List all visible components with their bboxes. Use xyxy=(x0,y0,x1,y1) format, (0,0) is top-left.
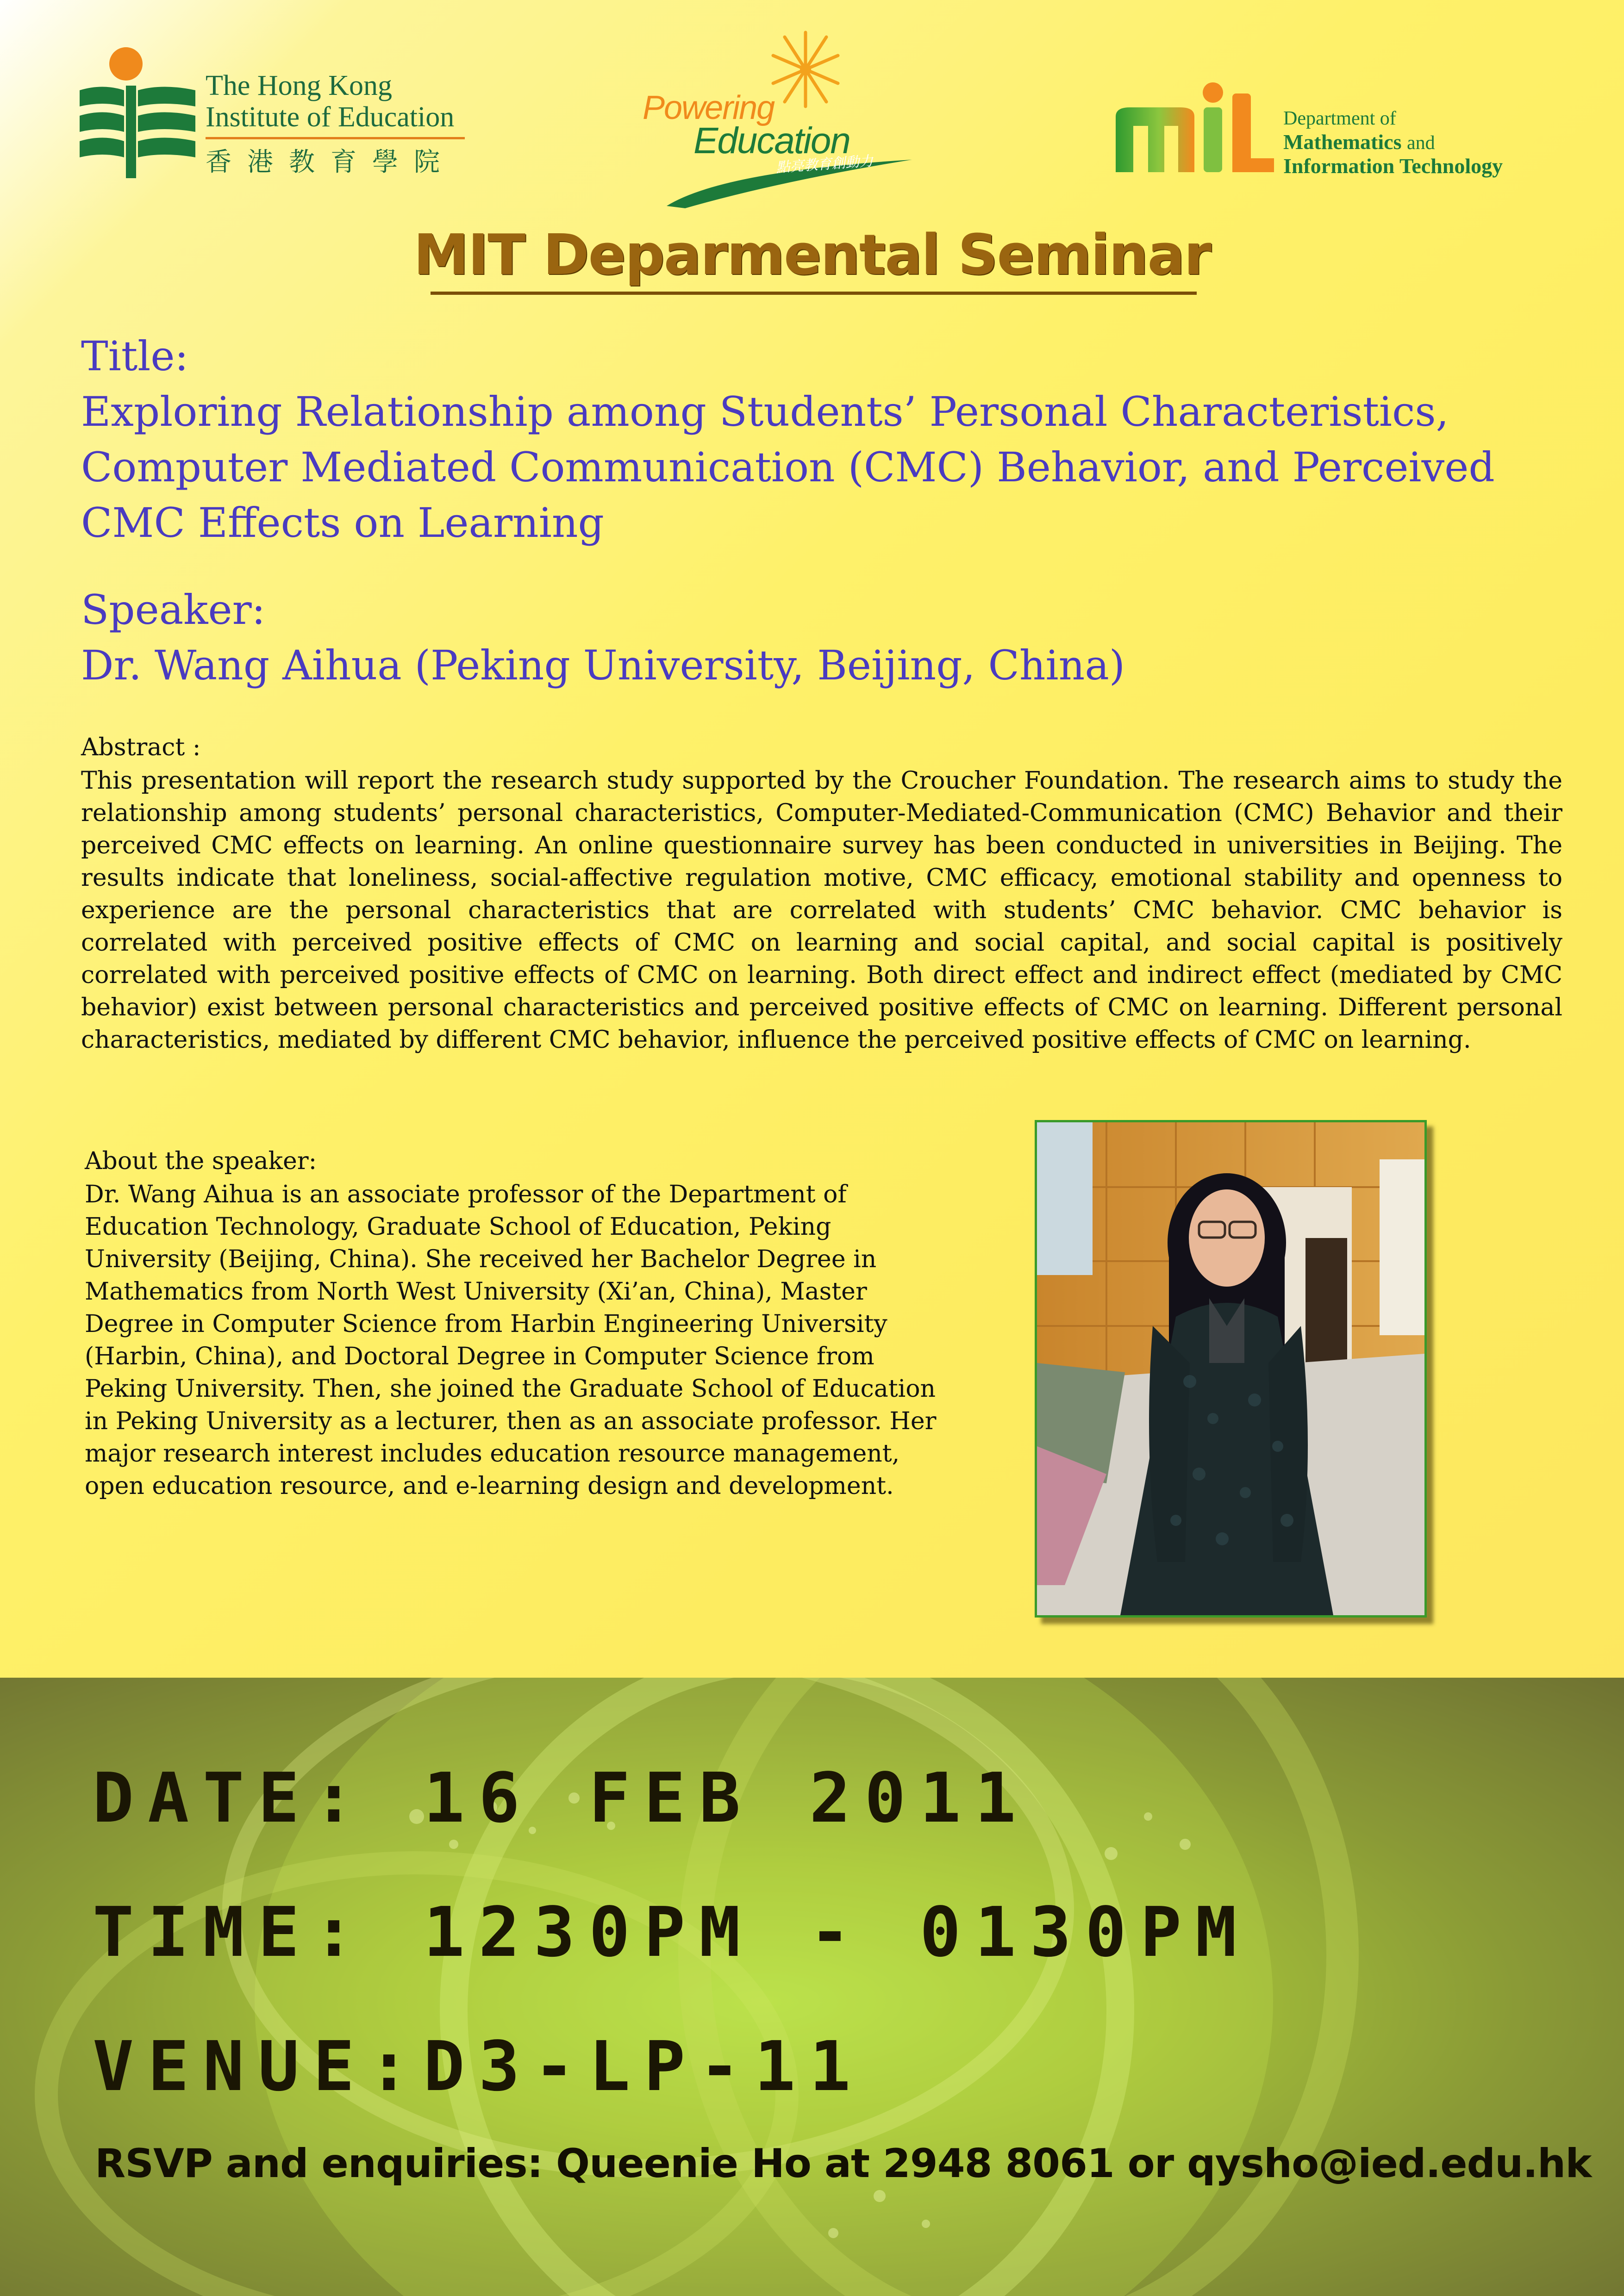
speaker-name: Dr. Wang Aihua (Peking University, Beijing, China) xyxy=(81,641,1125,689)
about-speaker-text: Dr. Wang Aihua is an associate professor of the Department of Education Technology, Graduate School of Education, Peking University (Beijing, China). She received her Bachelor Degree in Mathematics from North West University (Xi’an, China), Master Degree in Computer Science from Harbin Engineering University (Harbin, China), and Doctoral Degree in Computer Science from Peking University. Then, she joined the Graduate School of Education in Peking University as a lecturer, then as an associate professor. Her major research interest includes education resource management, open education resource, and e-learning design and development. xyxy=(85,1181,937,1500)
sparkle-star-icon xyxy=(764,28,847,111)
event-venue: VENUE:D3-LP-11 xyxy=(93,2027,865,2106)
speaker-photo-illustration xyxy=(1037,1122,1424,1615)
mit-dept-mathematics: Mathematics xyxy=(1283,130,1402,154)
mit-department-logo xyxy=(1111,80,1542,186)
event-details-panel xyxy=(0,1678,1624,2296)
mit-mark-icon xyxy=(1111,80,1278,181)
about-speaker-label: About the speaker: xyxy=(85,1147,317,1175)
powering-text: Powering xyxy=(643,89,775,126)
speaker-label: Speaker: xyxy=(81,586,266,634)
talk-title: Exploring Relationship among Students’ Personal Characteristics, Computer Mediated Communication (CMC) Behavior, and Perceived CMC Effects on Learning xyxy=(81,388,1495,547)
event-date: DATE: 16 FEB 2011 xyxy=(93,1758,1030,1838)
education-text: Education xyxy=(693,120,850,161)
mit-dept-line1: Department of xyxy=(1283,108,1396,129)
seminar-title-underline xyxy=(431,292,1197,295)
hkied-logo xyxy=(80,46,478,180)
hkied-emblem-icon xyxy=(80,46,195,180)
powering-education-logo xyxy=(639,28,926,204)
swoosh-icon xyxy=(667,143,912,208)
speaker-photo xyxy=(1035,1120,1427,1618)
mit-dept-and: and xyxy=(1406,132,1435,154)
rsvp-contact: RSVP and enquiries: Queenie Ho at 2948 8061 or qysho@ied.edu.hk xyxy=(95,2140,1592,2187)
title-label: Title: xyxy=(81,332,189,380)
powering-education-chinese: 點亮教育創動力 xyxy=(775,153,874,176)
mit-dept-line3: Information Technology xyxy=(1283,154,1503,178)
abstract-text: This presentation will report the research study supported by the Croucher Foundation. The research aims to study the relationship among students’ personal characteristics, Computer-Mediated-Communication (CMC) Behavior and their perceived CMC effects on learning. An online questionnaire survey has been conducted in universities in Beijing. The results indicate that loneliness, social-affective regulation motive, CMC efficacy, emotional stability and openness to experience are the personal characteristics that are correlated with students’ CMC behavior. CMC behavior is correlated with perceived positive effects of CMC on learning and social capital, and social capital is positively correlated with perceived positive effects of CMC on learning. Both direct effect and indirect effect (mediated by CMC behavior) exist between personal characteristics and perceived positive effects of CMC on learning. Different personal characteristics, mediated by different CMC behavior, influence the perceived positive effects of CMC on learning. xyxy=(81,767,1562,1054)
hkied-name-line1: The Hong Kong xyxy=(206,70,392,101)
mit-dept-line2 xyxy=(1283,130,1435,154)
event-time: TIME: 1230PM - 0130PM xyxy=(93,1892,1251,1972)
hkied-divider xyxy=(206,137,465,139)
hkied-name-line2: Institute of Education xyxy=(206,101,455,133)
seminar-title: MIT Deparmental Seminar xyxy=(413,223,1211,287)
abstract-label: Abstract : xyxy=(81,734,201,761)
hkied-name-chinese: 香港教育學院 xyxy=(206,148,456,177)
